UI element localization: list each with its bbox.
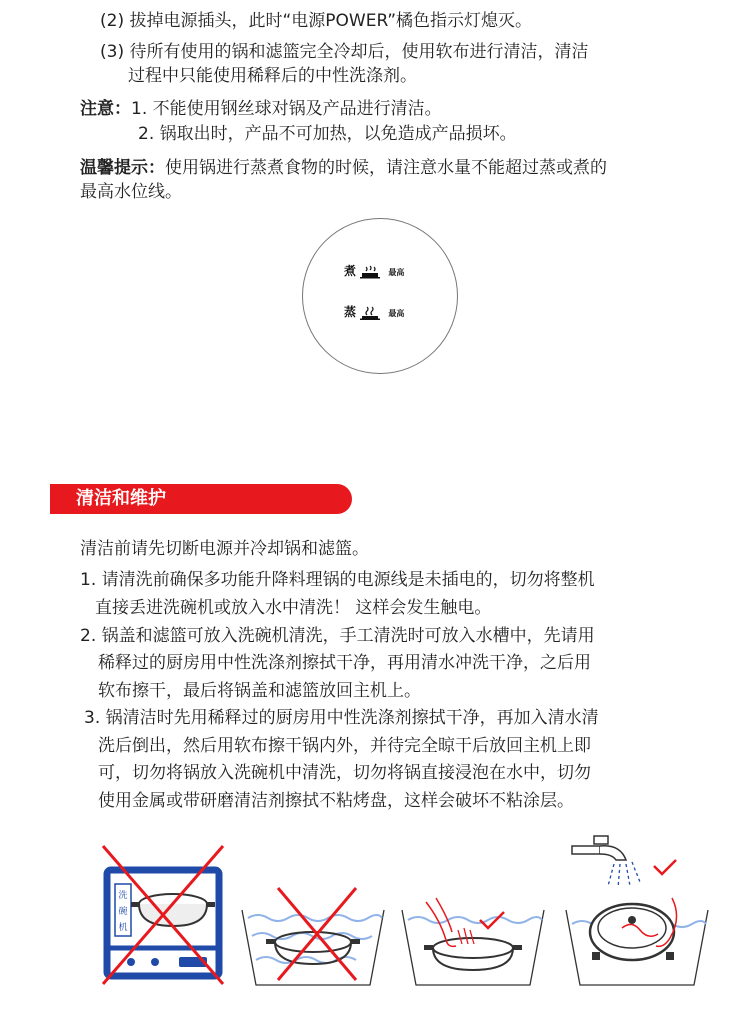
tip-line-2: 最高水位线。 [80, 182, 182, 202]
faucet-icon [562, 828, 712, 990]
tip-label: 温馨提示： [80, 158, 165, 178]
notice [80, 97, 442, 121]
hands-washing-icon [398, 880, 548, 990]
item-3-line-1: 3. 锅清洁时先用稀释过的厨房用中性洗涤剂擦拭干净，再加入清水清 [84, 708, 599, 728]
steam-pot-icon [360, 265, 380, 279]
steam-char: 蒸 [344, 305, 357, 319]
steam-max-label: 最高 [388, 309, 405, 318]
step-3: (3) 待所有使用的锅和滤篮完全冷却后，使用软布进行清洁，清洁 [100, 42, 589, 62]
section-banner [50, 484, 352, 514]
boil-max-label: 最高 [388, 268, 405, 277]
item-1-line-1: 1. 请清洗前确保多功能升降料理锅的电源线是未插电的，切勿将整机 [80, 570, 595, 590]
check-icon [480, 912, 504, 928]
section-title: 清洁和维护 [76, 488, 166, 509]
waterline-diagram [302, 218, 458, 374]
item-3-line-4: 使用金属或带研磨清洁剂擦拭不粘烤盘，这样会破坏不粘涂层。 [98, 791, 574, 811]
item-2-line-2: 稀释过的厨房用中性洗涤剂擦拭干净，再用清水冲洗干净，之后用 [98, 653, 591, 673]
steam-max-mark [344, 303, 404, 320]
dishwasher-label-1: 洗 [118, 891, 128, 901]
item-2-line-3: 软布擦干，最后将锅盖和滤篮放回主机上。 [98, 681, 421, 701]
boil-max-mark [344, 262, 404, 279]
item-3-line-2: 洗后倒出，然后用软布擦干锅内外，并待完全晾干后放回主机上即 [98, 736, 591, 756]
boil-char: 煮 [344, 264, 357, 278]
tip-line-1: 使用锅进行蒸煮食物的时候，请注意水量不能超过蒸或煮的 [165, 158, 607, 178]
steam-pot-icon [360, 306, 380, 320]
dishwasher-label-2: 碗 [118, 907, 128, 917]
section-intro: 清洁前请先切断电源并冷却锅和滤篮。 [80, 539, 369, 559]
item-2-line-1: 2. 锅盖和滤篮可放入洗碗机清洗，手工清洗时可放入水槽中，先请用 [80, 626, 595, 646]
notice-item-1: 1. 不能使用钢丝球对锅及产品进行清洁。 [131, 99, 442, 119]
pot-in-water-icon [238, 880, 388, 990]
item-1-line-2: 直接丢进洗碗机或放入水中清洗！ 这样会发生触电。 [95, 598, 492, 618]
notice-item-2: 2. 锅取出时，产品不可加热，以免造成产品损坏。 [138, 124, 517, 144]
dishwasher-icon [95, 840, 230, 990]
tip [80, 156, 607, 180]
notice-label: 注意： [80, 99, 131, 119]
dishwasher-label-3: 机 [118, 923, 128, 933]
item-3-line-3: 可，切勿将锅放入洗碗机中清洗，切勿将锅直接浸泡在水中，切勿 [98, 763, 591, 783]
check-icon [654, 860, 676, 874]
step-3-cont: 过程中只能使用稀释后的中性洗涤剂。 [128, 66, 417, 86]
step-2: (2) 拔掉电源插头，此时“电源POWER”橘色指示灯熄灭。 [100, 11, 533, 31]
